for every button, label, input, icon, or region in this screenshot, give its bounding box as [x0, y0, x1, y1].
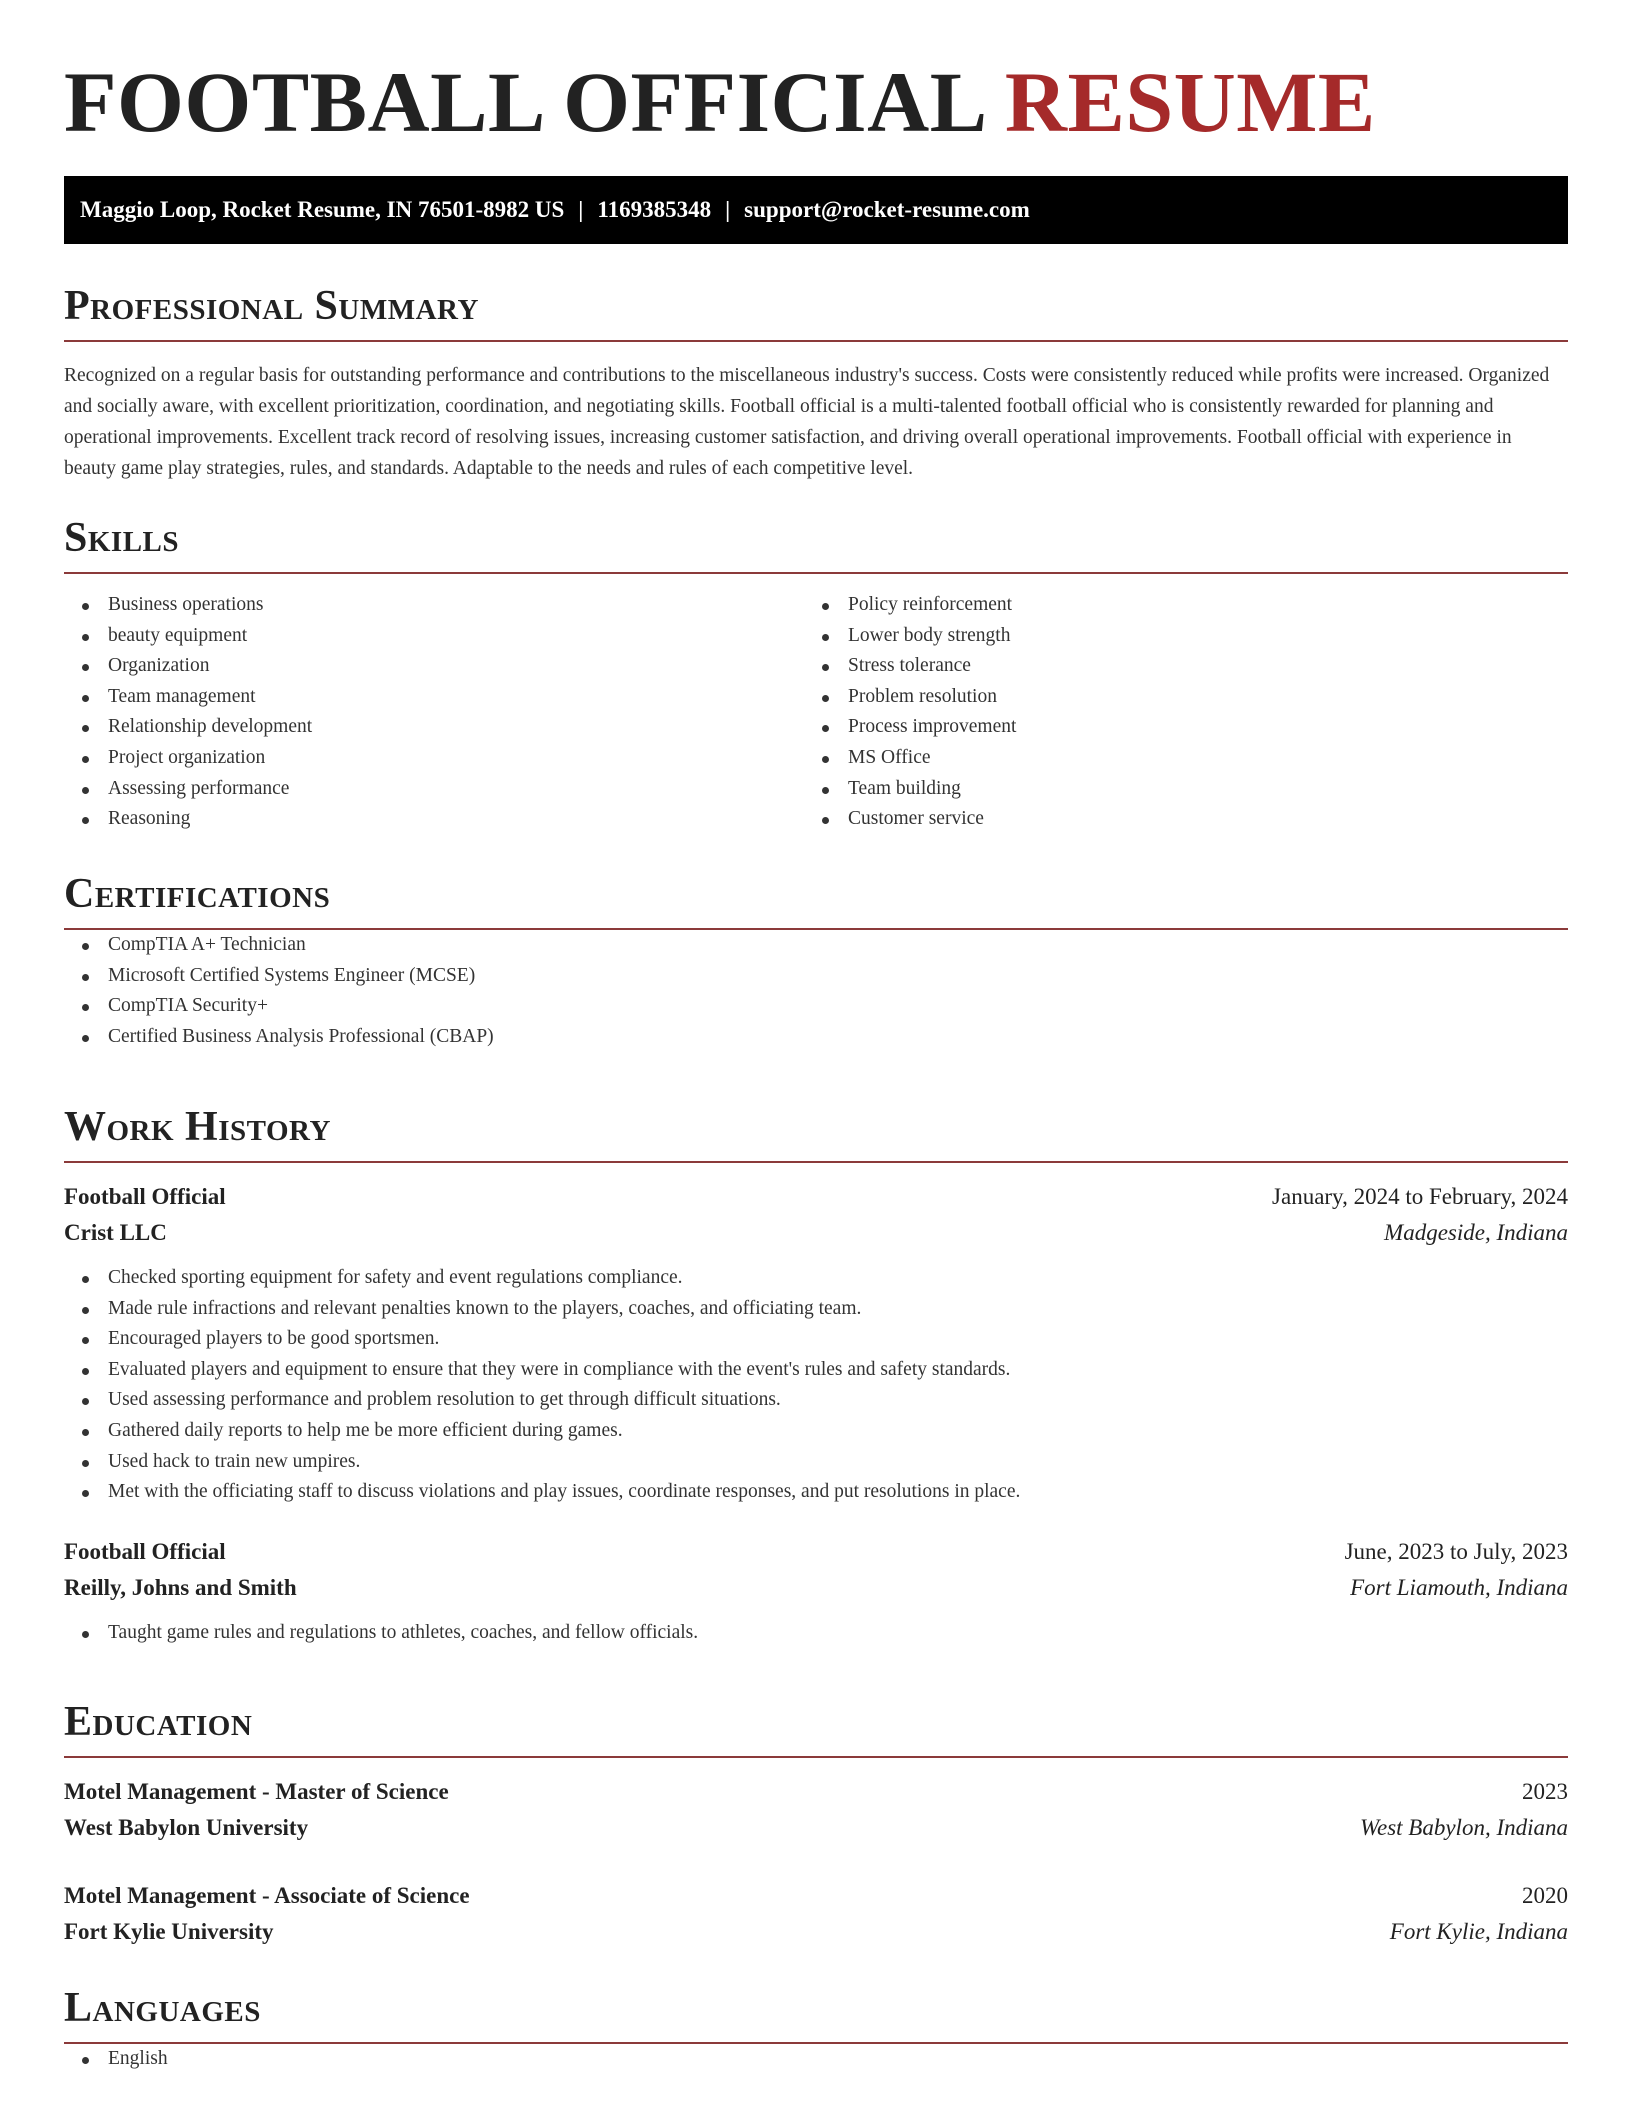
education-school: Fort Kylie University [64, 1919, 274, 1944]
job-company-row [64, 1215, 1568, 1251]
education-entry [64, 1878, 1568, 1950]
skill-item: Policy reinforcement [804, 590, 1544, 621]
language-item: English [64, 2044, 1568, 2075]
skills-heading: Skills [64, 515, 180, 561]
job-company-row [64, 1570, 1568, 1606]
skills-list-left [64, 590, 804, 835]
education-school-row [64, 1810, 1568, 1846]
job-bullets [64, 1618, 1568, 1649]
job-bullet: Encouraged players to be good sportsmen. [64, 1324, 1568, 1355]
skills-list-right [804, 590, 1544, 835]
section-divider [64, 1161, 1568, 1163]
job-title: Football Official [64, 1538, 226, 1564]
section-divider [64, 340, 1568, 342]
job-bullet: Met with the officiating staff to discuss violations and play issues, coordinate responses, and put resolutions in place. [64, 1477, 1568, 1508]
job-location: Madgeside, Indiana [1384, 1220, 1568, 1245]
education-school: West Babylon University [64, 1815, 309, 1840]
contact-address: Maggio Loop, Rocket Resume, IN 76501-8982 US [80, 197, 565, 222]
education-degree: Motel Management - Associate of Science [64, 1883, 470, 1908]
skill-item: Project organization [64, 743, 804, 774]
certifications-heading: Certifications [64, 871, 331, 917]
job-bullet: Made rule infractions and relevant penalties known to the players, coaches, and officiating team. [64, 1294, 1568, 1325]
education-degree-row [64, 1878, 1568, 1914]
job-company: Reilly, Johns and Smith [64, 1574, 297, 1600]
summary-text: Recognized on a regular basis for outstanding performance and contributions to the miscellaneous industry's success. Costs were consistently reduced while profits were increased. Organized and socially aware, with excellent prioritization, coordination, and negotiating skills. Football official is a multi-talented football official who is consistently rewarded for planning and operational improvements. Excellent track record of resolving issues, increasing customer satisfaction, and driving overall operational improvements. Football official with experience in beauty game play strategies, rules, and standards. Adaptable to the needs and rules of each competitive level. [64, 365, 1550, 479]
education-entry [64, 1774, 1568, 1846]
languages-heading: Languages [64, 1985, 261, 2031]
title-accent: RESUME [1004, 54, 1376, 150]
languages-list [64, 2044, 1568, 2075]
certifications-section [64, 868, 1568, 1052]
skills-grid [64, 590, 1568, 835]
job-location: Fort Liamouth, Indiana [1350, 1574, 1568, 1600]
education-section [64, 1696, 1568, 1950]
job-header-row [64, 1179, 1568, 1215]
skill-item: Process improvement [804, 712, 1544, 743]
education-heading: Education [64, 1699, 253, 1745]
job-company: Crist LLC [64, 1220, 167, 1245]
resume-title [64, 52, 1376, 152]
certification-item: CompTIA Security+ [64, 991, 1568, 1022]
job-bullet: Used hack to train new umpires. [64, 1447, 1568, 1478]
job-bullet: Evaluated players and equipment to ensure that they were in compliance with the event's rules and safety standards. [64, 1355, 1568, 1386]
skill-item: Organization [64, 651, 804, 682]
contact-separator: | [725, 197, 731, 222]
certification-item: Microsoft Certified Systems Engineer (MCSE) [64, 961, 1568, 992]
education-year: 2020 [1522, 1883, 1568, 1908]
title-main: FOOTBALL OFFICIAL [64, 54, 983, 150]
job-bullet: Checked sporting equipment for safety and event regulations compliance. [64, 1263, 1568, 1294]
summary-heading: Professional Summary [64, 283, 479, 329]
job-bullet: Taught game rules and regulations to athletes, coaches, and fellow officials. [64, 1618, 1568, 1649]
job-bullets [64, 1263, 1568, 1508]
certifications-list [64, 930, 1568, 1052]
contact-bar [64, 176, 1568, 244]
job-dates: June, 2023 to July, 2023 [1344, 1538, 1568, 1564]
contact-phone[interactable]: 1169385348 [597, 197, 712, 222]
education-location: Fort Kylie, Indiana [1389, 1919, 1568, 1944]
languages-section [64, 1982, 1568, 2075]
skill-item: Business operations [64, 590, 804, 621]
education-degree-row [64, 1774, 1568, 1810]
job-bullet: Used assessing performance and problem resolution to get through difficult situations. [64, 1385, 1568, 1416]
skills-section [64, 512, 1568, 835]
certification-item: CompTIA A+ Technician [64, 930, 1568, 961]
education-year: 2023 [1522, 1779, 1568, 1804]
work-history-section [64, 1101, 1568, 1648]
contact-separator: | [578, 197, 584, 222]
skill-item: Team management [64, 682, 804, 713]
skill-item: Relationship development [64, 712, 804, 743]
skill-item: Lower body strength [804, 621, 1544, 652]
job-entry [64, 1179, 1568, 1508]
skill-item: Customer service [804, 804, 1544, 835]
skill-item: beauty equipment [64, 621, 804, 652]
skill-item: Team building [804, 774, 1544, 805]
skill-item: Problem resolution [804, 682, 1544, 713]
job-bullet: Gathered daily reports to help me be more efficient during games. [64, 1416, 1568, 1447]
job-entry [64, 1534, 1568, 1649]
skill-item: Assessing performance [64, 774, 804, 805]
section-divider [64, 1756, 1568, 1758]
skill-item: Reasoning [64, 804, 804, 835]
work-history-heading: Work History [64, 1104, 331, 1150]
skill-item: Stress tolerance [804, 651, 1544, 682]
job-title: Football Official [64, 1184, 226, 1209]
contact-email[interactable]: support@rocket-resume.com [744, 197, 1030, 222]
skill-item: MS Office [804, 743, 1544, 774]
education-school-row [64, 1914, 1568, 1950]
certification-item: Certified Business Analysis Professional (CBAP) [64, 1022, 1568, 1053]
job-header-row [64, 1534, 1568, 1570]
education-degree: Motel Management - Master of Science [64, 1779, 449, 1804]
job-dates: January, 2024 to February, 2024 [1272, 1184, 1568, 1209]
education-location: West Babylon, Indiana [1359, 1815, 1568, 1840]
summary-section [64, 280, 1568, 484]
section-divider [64, 572, 1568, 574]
